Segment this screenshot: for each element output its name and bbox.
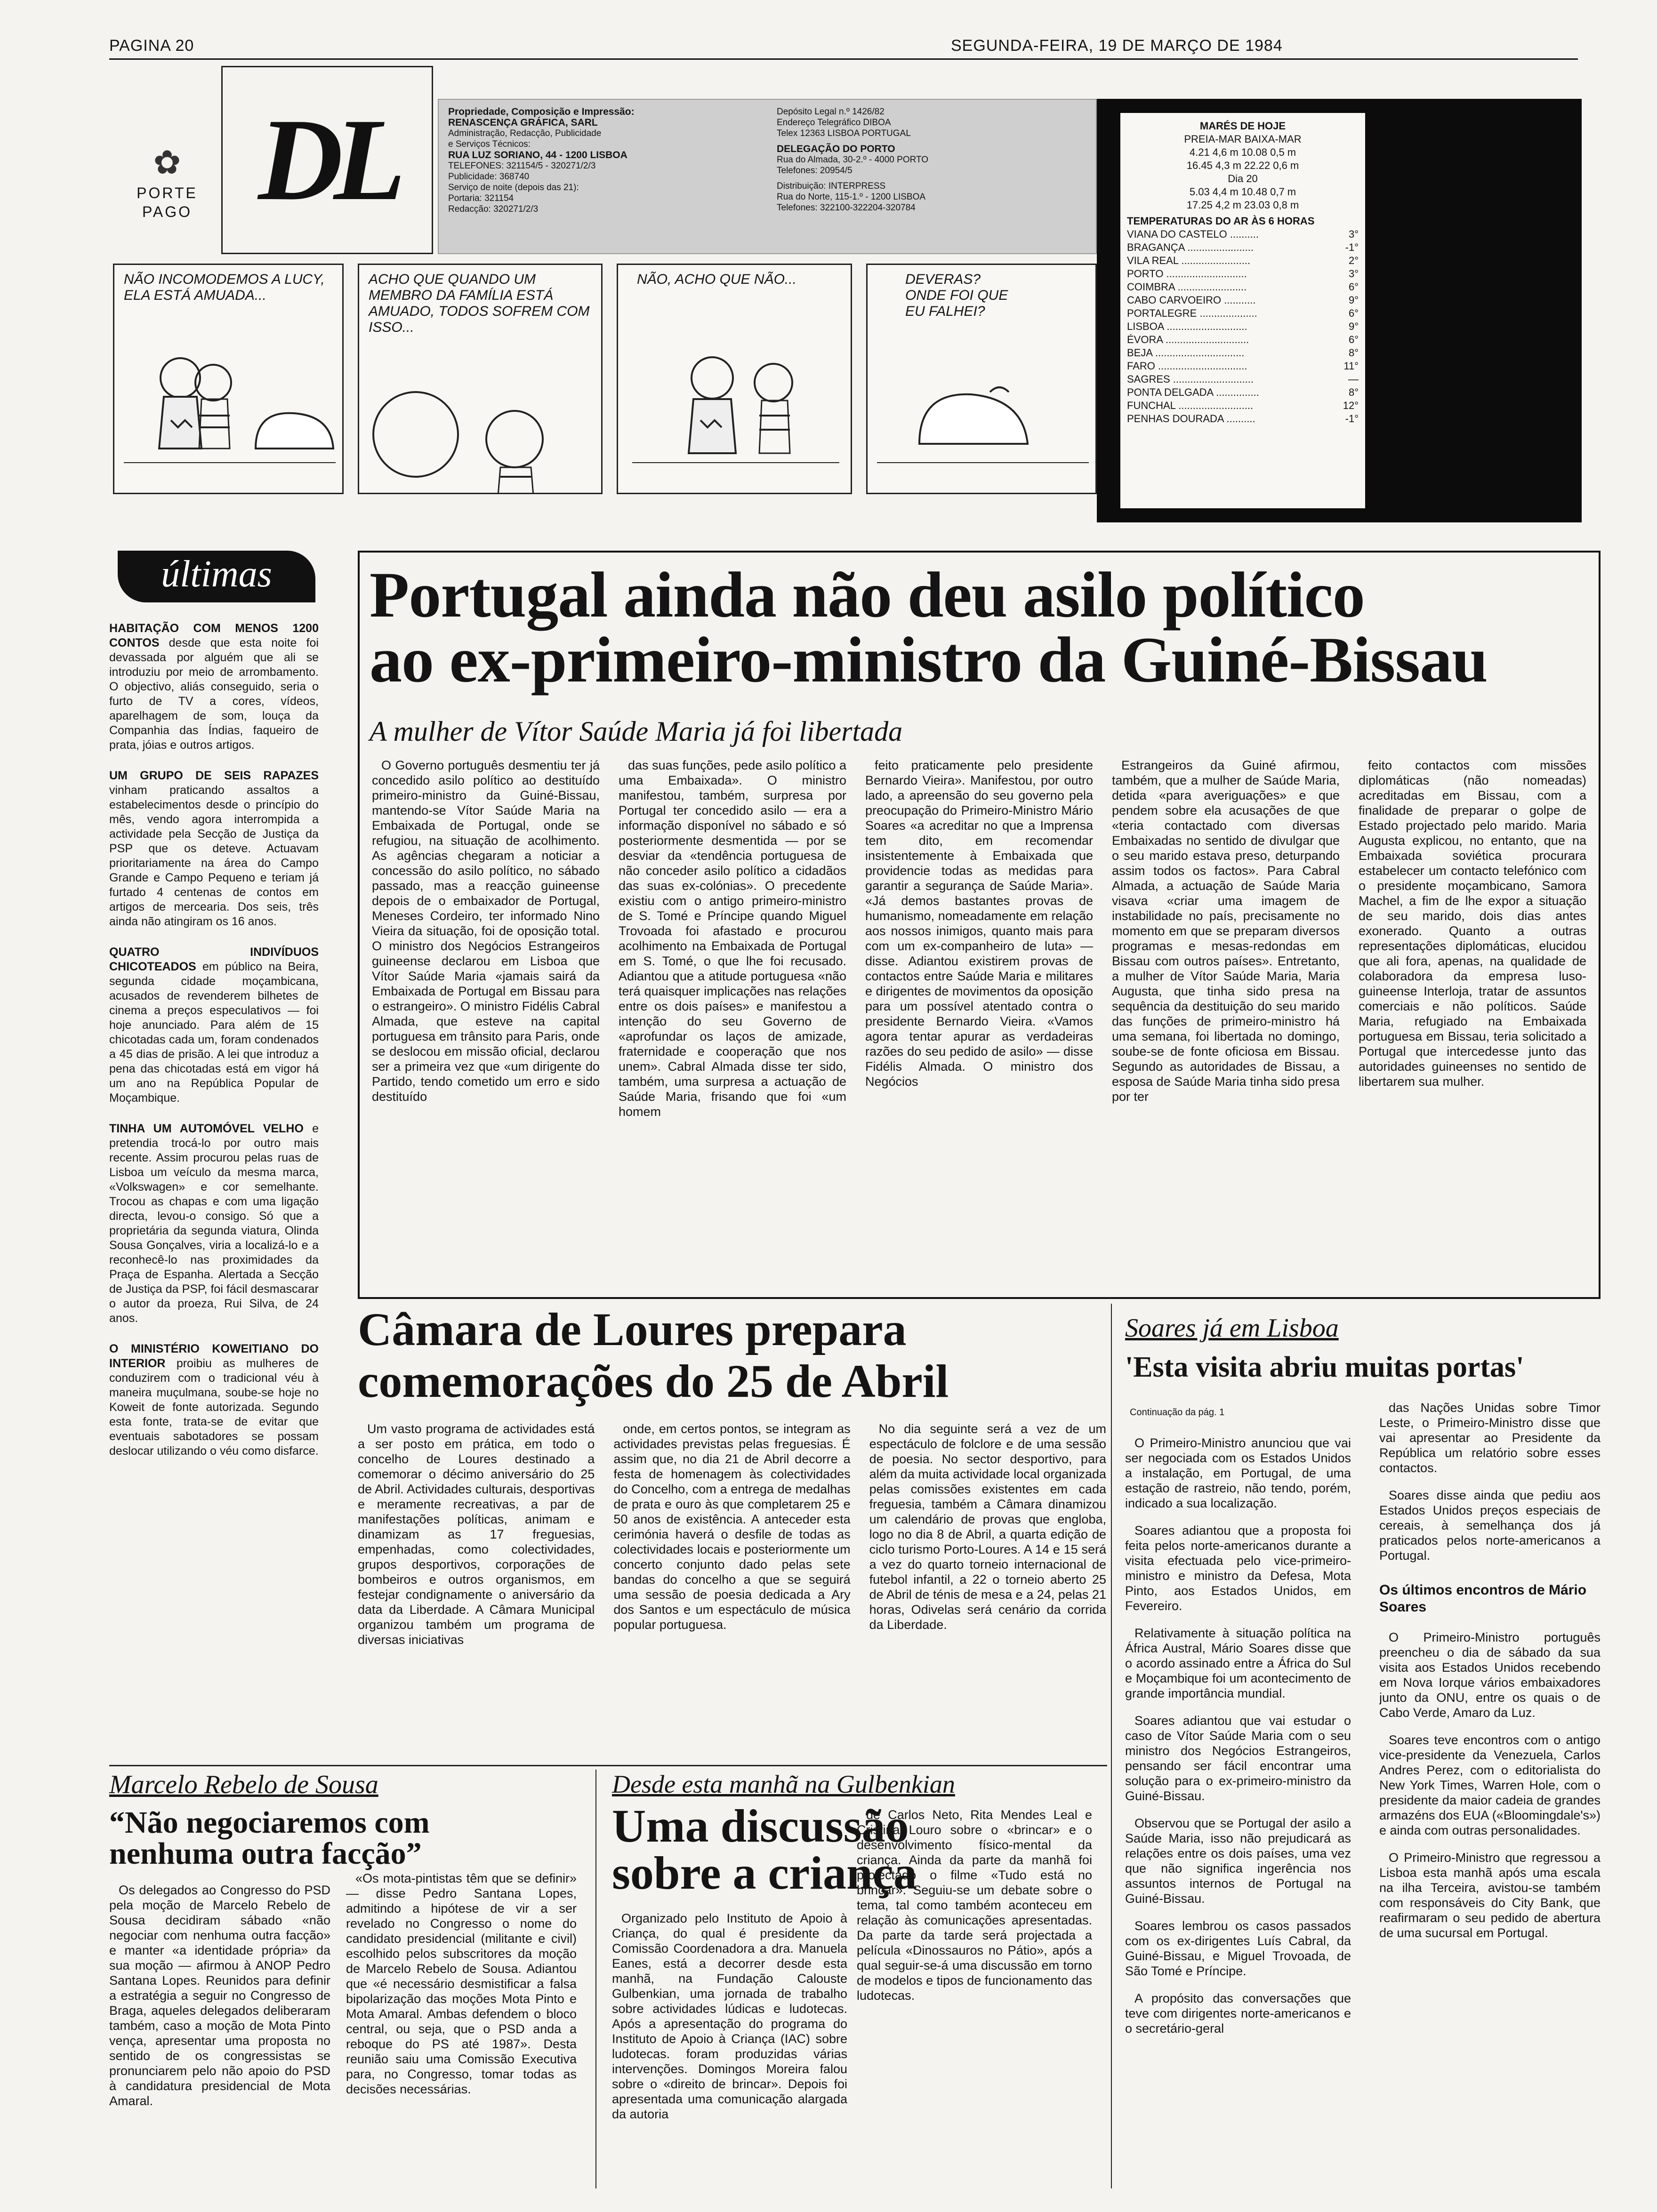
city: PORTO ............................: [1127, 268, 1247, 280]
distribution-line: Depósito Legal n.º 1426/82: [777, 107, 885, 117]
tides-title: MARÉS DE HOJE: [1199, 120, 1286, 132]
publisher-line: Propriedade, Composição e Impressão:: [448, 106, 635, 117]
soares-column-1: [1125, 1435, 1351, 2188]
city: CABO CARVOEIRO ...........: [1127, 294, 1256, 306]
distribution-line: Rua do Almada, 30-2.º - 4000 PORTO: [777, 155, 929, 165]
article-column: [619, 758, 846, 1294]
speech-bubble: NÃO, ACHO QUE NÃO...: [637, 272, 796, 287]
temp-row: [1127, 294, 1359, 307]
comic-panel-1: [113, 264, 344, 494]
weather-box: [1097, 99, 1582, 522]
tides-header: PREIA-MAR BAIXA-MAR: [1184, 133, 1302, 145]
paragraph: onde, em certos pontos, se integram as actividades previstas pelas freguesias. É assim que, no dia 21 de Abril decorre a festa de homenagem às colectividades do Concelho, com a entrega de medalhas de prata e ouro às que completarem 25 e 50 anos de existência. A anteceder esta cerimónia haverá o desfile de todas as colectividades locais e posteriormente um concerto conjunto dado pelas sete bandas do concelho a que se seguirá uma sessão de poesia dedicada a Ary dos Santos e um espectáculo de música popular portuguesa.: [613, 1422, 851, 1632]
weather-panel: [1120, 113, 1365, 508]
publisher-line: RENASCENÇA GRÁFICA, SARL: [448, 117, 598, 128]
city: LISBOA ............................: [1127, 321, 1247, 332]
brief-lead: UM GRUPO DE SEIS RAPAZES: [109, 769, 319, 782]
porte-pago-label: PORTE PAGO: [137, 184, 198, 220]
loures-body: [358, 1421, 1106, 1765]
city: PENHAS DOURADA ..........: [1127, 413, 1255, 425]
brief-item: [109, 621, 319, 753]
paragraph: Soares disse ainda que pediu aos Estados Unidos preços especiais de cereais, à semelhança dos já praticados pelos norte-americanos a Portugal.: [1379, 1488, 1601, 1563]
city: BRAGANÇA .......................: [1127, 241, 1254, 253]
publisher-line: TELEFONES: 321154/5 - 320271/2/3: [448, 161, 596, 171]
comic-drawing-2: [359, 265, 603, 494]
temp: 12°: [1343, 400, 1359, 411]
section-divider: [109, 1765, 1107, 1766]
tide-row: Dia 20: [1228, 173, 1258, 184]
article-column: [1359, 758, 1586, 1294]
temp-row: [1127, 267, 1359, 281]
temp: 8°: [1348, 347, 1359, 359]
city: VILA REAL ........................: [1127, 255, 1251, 266]
temp-row: [1127, 386, 1359, 399]
temp-row: [1127, 228, 1359, 241]
temp-row: [1127, 360, 1359, 373]
tide-row: 17.25 4,2 m 23.03 0,8 m: [1186, 199, 1299, 211]
paragraph: Organizado pelo Instituto de Apoio à Criança, do qual é presidente da Comissão Coordenadora a dra. Manuela Eanes, está a decorrer desde esta manhã, na Fundação Calouste Gulbenkian, uma jornada de trabalho sobre actividades lúdicas e ludotecas. Após a apresentação do programa do Instituto de Apoio à Criança (IAC) sobre ludotecas. foram produzidas várias intervenções. Domingos Moreira falou sobre o «direito de brincar». Depois foi apresentada uma comunicação alargada da autoria: [612, 1911, 847, 2121]
paragraph: das Nações Unidas sobre Timor Leste, o Primeiro-Ministro disse que vai apresentar ao Presidente da República um relatório sobre esses contactos.: [1379, 1401, 1601, 1475]
city: VIANA DO CASTELO ..........: [1127, 228, 1259, 240]
city: FARO ...............................: [1127, 360, 1247, 372]
temp-row: [1127, 254, 1359, 267]
paragraph: Soares lembrou os casos passados com os ex-dirigentes Luís Cabral, da Guiné-Bissau, e Miguel Trovoada, de São Tomé e Príncipe.: [1125, 1919, 1351, 1978]
brief-lead: QUATRO INDIVÍDUOS CHICOTEADOS: [109, 946, 319, 973]
temp-row: [1127, 412, 1359, 425]
brief-text: em público na Beira, segunda cidade moçambicana, acusados de revenderem bilhetes de cinema a preços especulativos — foi hoje anunciado. Para além de 15 chicotadas cada um, foram condenados a 45 dias de prisão. A lei que introduz a pena das chicotadas está em vigor há um ano na República Popular de Moçambique.: [109, 960, 319, 1105]
marcelo-column-2: [346, 1871, 577, 2188]
newspaper-logo: [221, 66, 433, 254]
soares-kicker: Soares já em Lisboa: [1125, 1314, 1339, 1343]
comic-drawing-1: [114, 265, 344, 494]
tide-row: 16.45 4,3 m 22.22 0,6 m: [1186, 160, 1299, 171]
paragraph: de Carlos Neto, Rita Mendes Leal e Cristina Louro sobre o «brincar» e o desenvolvimento físico-mental da criança. Ainda da parte da manhã foi projectado o filme «Tudo está no brincar». Seguiu-se um debate sobre o tema, tal como também aconteceu em relação às comunicações apresentadas. Da parte da tarde será projectada a película «Dinossauros no Pátio», após a qual seguir-se-á uma discussão em torno de modelos e tipos de funcionamento das ludotecas.: [857, 1808, 1092, 2003]
comic-panel-4: [866, 264, 1097, 494]
paragraph: Soares teve encontros com o antigo vice-presidente da Venezuela, Carlos Andres Perez, com o editorialista do New York Times, Warren Hole, com o presidente da maior cadeia de grandes armazéns dos EUA («Bloomingdale's») e ainda com outras personalidades.: [1379, 1733, 1601, 1837]
loures-headline: Câmara de Loures prepara comemorações do 25 de Abril: [358, 1303, 949, 1407]
city: SAGRES ............................: [1127, 373, 1254, 385]
brief-item: [109, 1342, 319, 1459]
marcelo-headline: “Não negociaremos com nenhuma outra facção”: [109, 1805, 430, 1871]
publisher-line: Redacção: 320271/2/3: [448, 204, 539, 214]
publisher-line: Publicidade: 368740: [448, 172, 530, 182]
temp: 2°: [1348, 255, 1359, 266]
brief-lead: TINHA UM AUTOMÓVEL VELHO: [109, 1122, 304, 1135]
paragraph: das suas funções, pede asilo político a uma Embaixada». O ministro manifestou, também, surpresa por Portugal ter concedido asilo — era a informação disponível no sábado e só posteriormente desmentida — por se desviar da «tendência portuguesa de não conceder asilo político a cidadãos das suas ex-colónias». O precedente existiu com o antigo primeiro-ministro de S. Tomé e Príncipe quando Miguel Trovoada foi afastado e procurou acolhimento na Embaixada de Portugal em S. Tomé, o que lhe foi recusado. Adiantou que a atitude portuguesa «não terá quaisquer implicações nas relações entre os dois países» e manifestou a intenção do seu Governo de «aprofundar os laços de amizade, fraternidade e cooperação que nos unem». Cabral Almada disse ter sido, também, uma surpresa a actuação de Saúde Maria, frisando que foi «um homem: [619, 758, 846, 1119]
comic-drawing-3: [618, 265, 852, 494]
article-column: [372, 758, 600, 1294]
paragraph: Observou que se Portugal der asilo a Saúde Maria, isso não prejudicará as relações entre os dois países, uma vez que não significa ingerência nos assuntos internos de Portugal na Guiné-Bissau.: [1125, 1816, 1351, 1906]
publisher-line: e Serviços Técnicos:: [448, 139, 531, 149]
tide-row: 4.21 4,6 m 10.08 0,5 m: [1189, 146, 1296, 158]
distribution-line: Distribuição: INTERPRESS: [777, 181, 886, 191]
temp: —: [1348, 373, 1359, 385]
gulbenkian-headline: Uma discussão sobre a criança: [612, 1800, 917, 1899]
brief-lead: HABITAÇÃO COM MENOS 1200 CONTOS: [109, 622, 319, 649]
distribution-info: [777, 106, 1086, 247]
brief-lead: O MINISTÉRIO KOWEITIANO DO INTERIOR: [109, 1342, 319, 1370]
paragraph: O Primeiro-Ministro português preencheu o dia de sábado da sua visita aos Estados Unidos recebendo em Nova Iorque vários embaixadores junto da ONU, entre os quais o de Cabo Verde, Amaro da Luz.: [1379, 1630, 1601, 1720]
article-column: [865, 758, 1093, 1294]
page-number: PAGINA 20: [109, 37, 194, 55]
column-divider: [595, 1770, 596, 2188]
temp: -1°: [1345, 241, 1359, 253]
distribution-line: Rua do Norte, 115-1.º - 1200 LISBOA: [777, 192, 926, 202]
speech-bubble: ACHO QUE QUANDO UM MEMBRO DA FAMÍLIA ESTÁ AMUADO, TODOS SOFREM COM ISSO...: [369, 272, 590, 335]
paragraph: Relativamente à situação política na África Austral, Mário Soares disse que o acordo assinado entre a África do Sul e Moçambique foi um acontecimento de grande importância mundial.: [1125, 1626, 1351, 1700]
distribution-line: Telefones: 20954/5: [777, 166, 853, 176]
temp: 9°: [1348, 294, 1359, 306]
comic-panel-2: [358, 264, 603, 494]
column-divider: [1111, 1304, 1112, 2188]
article-column: [613, 1421, 850, 1765]
article-column: [869, 1421, 1106, 1765]
temp: 6°: [1348, 281, 1359, 293]
marcelo-column-1: [109, 1883, 330, 2188]
temp-row: [1127, 373, 1359, 386]
main-subheadline: A mulher de Vítor Saúde Maria já foi libertada: [370, 716, 903, 747]
temp: 8°: [1348, 386, 1359, 398]
paragraph: feito contactos com missões diplomáticas (não nomeadas) acreditadas em Bissau, com a finalidade de preparar o golpe de Estado projectado pelo marido. Maria Augusta explicou, no entanto, que na Embaixada soviética procurara estabelecer um contacto telefónico com o presidente moçambicano, Samora Machel, a fim de lhe expor a situação de seu marido, dois dias antes exonerado. Quanto a outras representações diplomáticas, elucidou que ali fora, apenas, na qualidade de colaboradora da empresa luso-guineense Interloja, tratar de assuntos comerciais e não políticos. Saúde Maria, refugiado na Embaixada portuguesa em Bissau, teria solicitado a Portugal que intercedesse junto das autoridades guineenses no sentido de libertarem sua mulher.: [1359, 758, 1586, 1089]
gulbenkian-column-2: [857, 1807, 1092, 2188]
publisher-line: Administração, Redacção, Publicidade: [448, 128, 602, 138]
distribution-line: Telefones: 322100-322204-320784: [777, 203, 916, 213]
temp-row: [1127, 281, 1359, 294]
brief-text: e pretendia trocá-lo por outro mais recente. Assim procurou pelas ruas de Lisboa um veículo da mesma marca, «Volkswagen» e cor semelhante. Trocou as chapas e com uma ligação directa, levou-o consigo. Só que a proprietária da segunda viatura, Olinda Sousa Gonçalves, viria a localizá-lo e a reconhecê-lo nas proximidades da Praça de Espanha. Alertada a Secção de Justiça da PSP, foi fácil desmascarar o autor da proeza, Rui Silva, de 24 anos.: [109, 1122, 319, 1325]
continuation-note: Continuação da pág. 1: [1130, 1407, 1225, 1418]
brief-item: [109, 1122, 319, 1326]
paragraph: A propósito das conversações que teve com dirigentes norte-americanos e o secretário-geral: [1125, 1991, 1351, 2036]
main-headline: [370, 559, 1589, 696]
ultimas-badge: últimas: [118, 551, 315, 602]
temp: 11°: [1343, 360, 1359, 372]
brief-item: [109, 769, 319, 929]
tide-row: 5.03 4,4 m 10.48 0,7 m: [1189, 186, 1296, 198]
paragraph: feito praticamente pelo presidente Bernardo Vieira». Manifestou, por outro lado, a apreensão do seu governo pela preocupação do Primeiro-Ministro Mário Soares «a acreditar no que a Imprensa tem dito, em recomendar insistentemente à Embaixada que providencie todas as medidas para garantir a segurança de Saúde Maria». «Já demos bastantes provas de humanismo, nomeadamente em relação aos nossos inimigos, quanto mais para com um ex-companheiro de luta» — disse. Adiantou existirem provas de contactos entre Saúde Maria e militares e dirigentes de movimentos da oposição para um possível atentado contra o presidente Bernardo Vieira. «Vamos agora tentar apurar as verdadeiras razões do seu pedido de asilo» — disse Fidélis Almada. O ministro dos Negócios: [865, 758, 1093, 1089]
city: BEJA ...............................: [1127, 347, 1245, 359]
ultimas-column: [109, 621, 319, 1475]
speech-bubble: DEVERAS? ONDE FOI QUE EU FALHEI?: [905, 272, 1008, 319]
temp-row: [1127, 346, 1359, 360]
brief-item: [109, 945, 319, 1106]
publisher-line: Serviço de noite (depois das 21):: [448, 183, 579, 192]
paragraph: O Primeiro-Ministro que regressou a Lisboa esta manhã após uma escala na ilha Terceira, avistou-se também com responsáveis do City Bank, que reafirmaram o seu pedido de abertura de uma sucursal em Portugal.: [1379, 1851, 1601, 1940]
main-story-body: [372, 758, 1586, 1294]
temperatures-title: TEMPERATURAS DO AR ÀS 6 HORAS: [1127, 215, 1315, 227]
publisher-info: [448, 106, 758, 247]
paragraph: O Governo português desmentiu ter já concedido asilo político ao destituído primeiro-ministro da Guiné-Bissau, mantendo-se Vítor Saúde Maria na Embaixada de Portugal, onde se refugiou, na situação de acolhimento. As agências chegaram a noticiar a concessão do asilo político, no sábado passado, mas a reacção guineense depois de o embaixador de Portugal, Meneses Cordeiro, ter informado Nino Vieira da situação, foi de oposição total. O ministro dos Negócios Estrangeiros guineense declarou em Lisboa que Vítor Saúde Maria «jamais sairá da Embaixada de Portugal em Bissau para o estrangeiro». O ministro Fidélis Cabral Almada, que esteve na capital portuguesa em trânsito para Paris, onde se deslocou em missão oficial, declarou ser a primeira vez que «um dirigente do Partido, tendo cometido um erro e sido destituído: [372, 758, 600, 1104]
coat-of-arms-icon: ✿: [153, 144, 181, 181]
temp-row: [1127, 399, 1359, 412]
distribution-line: Telex 12363 LISBOA PORTUGAL: [777, 128, 911, 138]
temp: 3°: [1348, 268, 1359, 280]
logo-mark: DL: [258, 95, 396, 225]
paragraph: No dia seguinte será a vez de um espectáculo de folclore e de uma sessão de poesia. No sector desportivo, para além da muita actividade local organizada pelas comissões existentes em cada freguesia, também a Câmara dinamizou um calendário de provas que engloba, logo no dia 8 de Abril, a quarta edição de ciclo turismo Porto-Loures. A 14 e 15 será a vez do quarto torneio internacional de futebol infantil, a 22 o torneio aberto 25 de Abril de ténis de mesa e a 24, pelas 21 horas, Odivelas será cenário da corrida da Liberdade.: [869, 1422, 1106, 1632]
city: PONTA DELGADA ...............: [1127, 386, 1259, 398]
brief-text: proibiu as mulheres de conduzirem com o tradicional véu à maneira muçulmana, soube-se hoje no Koweit de fonte autorizada. Segundo esta fonte, trata-se de evitar que eventuais sabotadores se possam deslocar utilizando o véu como disfarce.: [109, 1357, 319, 1458]
speech-bubble: NÃO INCOMODEMOS A LUCY, ELA ESTÁ AMUADA...: [124, 272, 325, 303]
temp-row: [1127, 333, 1359, 346]
soares-headline: 'Esta visita abriu muitas portas': [1125, 1351, 1524, 1383]
temp: 6°: [1348, 334, 1359, 345]
soares-subheading: Os últimos encontros de Mário Soares: [1379, 1582, 1587, 1615]
brief-text: vinham praticando assaltos a estabelecimentos desde o princípio do mês, vendo agora interrompida a actividade pela Secção de Justiça da PSP que os deteve. Actuavam prioritariamente na área do Campo Grande e Campo Pequeno e teriam já furtado 4 centenas de contos em artigos de mercearia. Dos seis, três ainda não atingiram os 16 anos.: [109, 784, 319, 928]
paragraph: O Primeiro-Ministro anunciou que vai ser negociada com os Estados Unidos a instalação, em Portugal, de uma estação de rastreio, não tendo, porém, indicado a sua localização.: [1125, 1436, 1351, 1510]
city: ÉVORA .............................: [1127, 334, 1249, 345]
temp-row: [1127, 241, 1359, 254]
paragraph: «Os mota-pintistas têm que se definir» — disse Pedro Santana Lopes, admitindo a hipótese de vir a ser revelado no Congresso o nome do candidato presidencial (militante e civil) escolhido pelos subscritores da moção de Marcelo Rebelo de Sousa. Adiantou que «é necessário desmistificar a falsa bipolarização das moções Mota Pinto e Mota Amaral. Ambas defendem o bloco central, ou seja, que o PSD anda a reboque do PS até 1987». Desta reunião saiu uma Comissão Executiva para, no Congresso, tomar todas as decisões necessárias.: [346, 1871, 577, 2096]
publisher-line: Portaria: 321154: [448, 193, 514, 203]
paragraph: Soares adiantou que a proposta foi feita pelos norte-americanos durante a visita efectuada pelo vice-primeiro-ministro e ministro da Defesa, Mota Pinto, aos Estados Unidos, em Fevereiro.: [1125, 1523, 1351, 1613]
distribution-line: Endereço Telegráfico DIBOA: [777, 118, 891, 128]
distribution-line: DELEGAÇÃO DO PORTO: [777, 144, 895, 154]
soares-column-2: [1379, 1400, 1601, 2188]
temp: 3°: [1348, 228, 1359, 240]
porte-pago-stamp: [122, 141, 212, 221]
temp-row: [1127, 320, 1359, 333]
temp-row: [1127, 307, 1359, 320]
city: PORTALEGRE ....................: [1127, 307, 1257, 319]
comic-drawing-4: [868, 265, 1097, 494]
paragraph: Estrangeiros da Guiné afirmou, também, que a mulher de Saúde Maria, detida «para averiguações» e que pendem sobre ela acusações de que «teria contactado com diversas Embaixadas no sentido de divulgar que o seu marido estava preso, deturpando assim todos os factos». Para Cabral Almada, a actuação de Saúde Maria visava «criar uma imagem de instabilidade no país, precisamente no momento em que se preparam diversos programas e mesas-redondas em Bissau com outros países». Entretanto, a mulher de Vítor Saúde Maria, Maria Augusta, que tinha sido presa na sequência da destituição do seu marido das funções de primeiro-ministro há uma semana, foi libertada no domingo, soube-se de fonte oficiosa em Bissau. Segundo as autoridades de Bissau, a esposa de Saúde Maria tinha sido presa por ter: [1112, 758, 1340, 1104]
city: FUNCHAL ..........................: [1127, 400, 1254, 411]
headline-line: ao ex-primeiro-ministro da Guiné-Bissau: [370, 624, 1488, 696]
temp: 9°: [1348, 321, 1359, 332]
publisher-info-box: [438, 99, 1097, 254]
article-column: [358, 1421, 595, 1765]
paragraph: Soares adiantou que vai estudar o caso de Vítor Saúde Maria com o seu ministro dos Negócios Estrangeiros, pensando ser fácil encontrar uma solução para o ex-primeiro-ministro da Guiné-Bissau.: [1125, 1714, 1351, 1803]
brief-text: desde que esta noite foi devassada por alguém que ali se introduziu por meio de arrombamento. O objectivo, aliás conseguido, seria o furto de TV a cores, vídeos, aparelhagem de som, louça da Companhia das Índias, faqueiro de prata, jóias e outros artigos.: [109, 636, 319, 752]
city: COIMBRA ........................: [1127, 281, 1247, 293]
paragraph: Um vasto programa de actividades está a ser posto em prática, em todo o concelho de Loures destinado a comemorar o décimo aniversário do 25 de Abril. Actividades culturais, desportivas e meramente recreativas, a par de manifestações políticas, animam e dinamizam as 17 freguesias, empenhadas, como colectividades, grupos desportivos, corporações de bombeiros e outros organismos, em festejar condignamente o aniversário da data da Liberdade. A Câmara Municipal organizou também um programa de diversas iniciativas: [358, 1422, 595, 1647]
comic-panel-3: [617, 264, 852, 494]
article-column: [1112, 758, 1340, 1294]
gulbenkian-column-1: [612, 1911, 847, 2188]
date-line: SEGUNDA-FEIRA, 19 DE MARÇO DE 1984: [951, 37, 1283, 55]
temp: -1°: [1345, 413, 1359, 425]
comic-strip: [113, 264, 1097, 494]
paragraph: Os delegados ao Congresso do PSD pela moção de Marcelo Rebelo de Sousa decidiram sábado «não negociar com nenhuma outra facção» e manter «a identidade própria» da sua moção — afirmou à ANOP Pedro Santana Lopes. Reunidos para definir a estratégia a seguir no Congresso de Braga, aqueles delegados deliberaram também, caso a moção de Mota Pinto vença, apresentar uma proposta no sentido de os congressistas se pronunciarem pelo não apoio do PSD à candidatura presidencial de Mota Amaral.: [109, 1883, 330, 2108]
gulbenkian-kicker: Desde esta manhã na Gulbenkian: [612, 1770, 955, 1798]
marcelo-kicker: Marcelo Rebelo de Sousa: [109, 1770, 378, 1799]
headline-line: Portugal ainda não deu asilo político: [370, 559, 1365, 631]
header-rule: [109, 58, 1578, 60]
temp: 6°: [1348, 307, 1359, 319]
publisher-line: RUA LUZ SORIANO, 44 - 1200 LISBOA: [448, 150, 627, 160]
